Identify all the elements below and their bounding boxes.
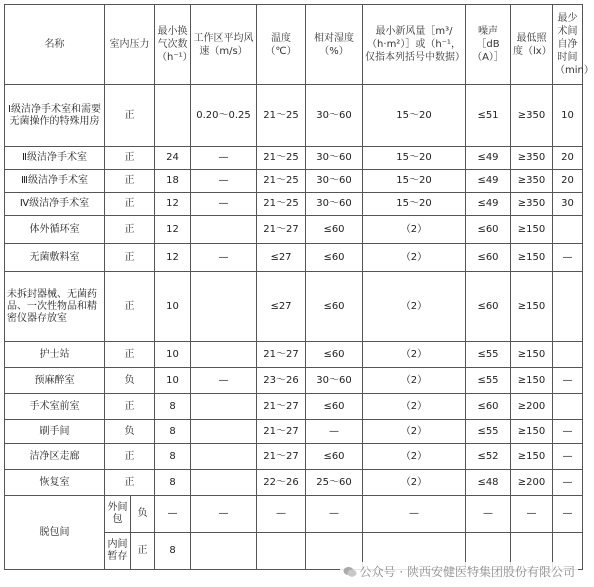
cell-illuminance: ≥150 (511, 244, 553, 272)
cell-self-clean: 30 (553, 193, 583, 216)
cell-pressure: 正 (105, 147, 155, 170)
cell-air-changes: 10 (155, 342, 191, 368)
cell-temperature: 23～26 (257, 368, 306, 394)
cell-temperature: 21～25 (257, 147, 306, 170)
cell-noise: ≤60 (466, 272, 511, 342)
table-row (5, 216, 583, 244)
row-name: Ⅱ级洁净手术室 (5, 147, 105, 170)
header-humidity: 相对湿度（%） (306, 5, 363, 85)
cell-air-changes: 10 (155, 368, 191, 394)
buffer-room-inner-label: 内间暂存 (105, 533, 131, 570)
cell-humidity: 30～60 (306, 193, 363, 216)
table-row (5, 85, 583, 147)
cell-illuminance: ≥350 (511, 170, 553, 193)
cell-air-speed: — (191, 170, 257, 193)
cell-fresh-air: — (363, 496, 466, 533)
cell-humidity: ≤60 (306, 272, 363, 342)
cell-noise: ≤60 (466, 244, 511, 272)
cell-fresh-air: （2） (363, 272, 466, 342)
cell-noise: ≤55 (466, 342, 511, 368)
cell-pressure: 正 (105, 394, 155, 420)
cell-illuminance: ≥350 (511, 147, 553, 170)
cell-fresh-air: （2） (363, 470, 466, 496)
cell-illuminance: — (511, 496, 553, 533)
cell-noise: ≤55 (466, 420, 511, 444)
table-row (5, 342, 583, 368)
cell-pressure: 正 (105, 216, 155, 244)
header-air-speed: 工作区平均风速（m/s） (191, 5, 257, 85)
table-row (5, 444, 583, 470)
cell-humidity: 30～60 (306, 170, 363, 193)
cell-self-clean: — (553, 470, 583, 496)
cell-air-speed: — (191, 244, 257, 272)
row-name: 未拆封器械、无菌药品、一次性物品和精密仪器存放室 (5, 272, 105, 342)
row-name: 手术室前室 (5, 394, 105, 420)
row-name: Ⅰ级洁净手术室和需要无菌操作的特殊用房 (5, 85, 105, 147)
row-name: 刷手间 (5, 420, 105, 444)
cell-air-changes: 8 (155, 420, 191, 444)
cell-air-speed: — (191, 368, 257, 394)
cell-pressure: 正 (105, 470, 155, 496)
cell-self-clean (553, 342, 583, 368)
cell-humidity: ≤60 (306, 444, 363, 470)
cell-air-changes: 12 (155, 216, 191, 244)
cell-air-changes: 8 (155, 444, 191, 470)
cell-illuminance: ≥350 (511, 193, 553, 216)
cell-air-speed (191, 470, 257, 496)
cell-temperature: 21～27 (257, 394, 306, 420)
cell-fresh-air: （2） (363, 394, 466, 420)
cell-self-clean: 10 (553, 85, 583, 147)
header-pressure: 室内压力 (105, 5, 155, 85)
cell-pressure: 正 (131, 533, 155, 570)
cell-self-clean (553, 216, 583, 244)
cell-humidity: 30～60 (306, 147, 363, 170)
cell-air-speed (191, 420, 257, 444)
cell-illuminance: ≥150 (511, 272, 553, 342)
cell-air-changes: 12 (155, 193, 191, 216)
cell-illuminance: ≥150 (511, 342, 553, 368)
cell-air-changes: 18 (155, 170, 191, 193)
cell-temperature: 21～27 (257, 342, 306, 368)
cell-air-speed (191, 216, 257, 244)
header-noise: 噪声［dB（A）］ (466, 5, 511, 85)
cell-fresh-air: 15～20 (363, 193, 466, 216)
row-name: Ⅲ级洁净手术室 (5, 170, 105, 193)
cell-pressure: 正 (105, 85, 155, 147)
cell-pressure: 正 (105, 170, 155, 193)
cell-humidity: ≤60 (306, 394, 363, 420)
cell-air-changes: 8 (155, 533, 191, 570)
cell-pressure: 正 (105, 193, 155, 216)
cell-fresh-air: （2） (363, 244, 466, 272)
cell-fresh-air: 15～20 (363, 85, 466, 147)
cell-pressure: 负 (105, 420, 155, 444)
cell-temperature: 22～26 (257, 470, 306, 496)
cell-noise: ≤55 (466, 368, 511, 394)
cell-noise: ≤52 (466, 444, 511, 470)
specification-table (4, 4, 594, 570)
cell-air-speed (191, 533, 257, 570)
cell-noise: ≤48 (466, 470, 511, 496)
cell-fresh-air: （2） (363, 216, 466, 244)
row-name: Ⅳ级洁净手术室 (5, 193, 105, 216)
cell-fresh-air: 15～20 (363, 170, 466, 193)
cell-temperature: ≤27 (257, 244, 306, 272)
cell-noise: ≤49 (466, 147, 511, 170)
row-name: 护士站 (5, 342, 105, 368)
row-name: 恢复室 (5, 470, 105, 496)
table-row (5, 368, 583, 394)
row-name: 体外循环室 (5, 216, 105, 244)
cell-self-clean: — (553, 496, 583, 533)
cell-air-changes: 24 (155, 147, 191, 170)
cell-air-speed (191, 444, 257, 470)
watermark-text: 公众号 · 陕西安健医特集团股份有限公司 (359, 565, 575, 579)
cell-air-changes (155, 85, 191, 147)
header-self-clean: 最少术间自净时间（min） (553, 5, 583, 85)
row-name: 无菌敷料室 (5, 244, 105, 272)
cell-air-speed: — (191, 496, 257, 533)
cell-temperature: 21～27 (257, 444, 306, 470)
cell-humidity: — (306, 420, 363, 444)
cell-humidity: 30～60 (306, 368, 363, 394)
cell-fresh-air: （2） (363, 368, 466, 394)
cell-illuminance: ≥150 (511, 420, 553, 444)
cell-air-changes: 12 (155, 244, 191, 272)
table-row (5, 147, 583, 170)
cell-illuminance: ≥150 (511, 216, 553, 244)
cell-self-clean (553, 272, 583, 342)
cell-air-speed: — (191, 193, 257, 216)
cell-temperature: — (257, 496, 306, 533)
cell-illuminance: ≥150 (511, 444, 553, 470)
table-row (5, 244, 583, 272)
cell-self-clean: — (553, 420, 583, 444)
cell-fresh-air: （2） (363, 342, 466, 368)
row-name: 洁净区走廊 (5, 444, 105, 470)
buffer-room-name: 脱包间 (5, 496, 105, 570)
cell-air-changes: 8 (155, 394, 191, 420)
header-fresh-air: 最小新风量［m³/（h·m²）］或（h⁻¹，仅指本列括号中数据） (363, 5, 466, 85)
table-header-row (5, 5, 583, 85)
cell-air-speed (191, 272, 257, 342)
cell-pressure: 负 (131, 496, 155, 533)
cell-temperature: 21～27 (257, 216, 306, 244)
table-row (5, 170, 583, 193)
cell-humidity: — (306, 496, 363, 533)
table-row (5, 193, 583, 216)
cell-humidity: ≤60 (306, 342, 363, 368)
header-air-changes: 最小换气次数（h⁻¹） (155, 5, 191, 85)
cell-self-clean: — (553, 244, 583, 272)
cell-temperature: 21～25 (257, 85, 306, 147)
table-row (5, 470, 583, 496)
header-illuminance: 最低照度（lx） (511, 5, 553, 85)
cell-air-speed (191, 342, 257, 368)
wechat-icon (343, 566, 357, 578)
cell-air-changes: 8 (155, 470, 191, 496)
cell-air-changes: — (155, 496, 191, 533)
cell-air-speed (191, 394, 257, 420)
cell-noise: ≤51 (466, 85, 511, 147)
cell-humidity: 30～60 (306, 85, 363, 147)
cell-self-clean: — (553, 368, 583, 394)
cell-humidity: ≤60 (306, 244, 363, 272)
cell-self-clean: 20 (553, 170, 583, 193)
cell-temperature: 21～27 (257, 420, 306, 444)
cell-illuminance: ≥150 (511, 368, 553, 394)
cell-temperature: 21～25 (257, 170, 306, 193)
cell-self-clean: 20 (553, 147, 583, 170)
cell-fresh-air: （2） (363, 420, 466, 444)
header-temperature: 温度（℃） (257, 5, 306, 85)
cell-illuminance: ≥350 (511, 85, 553, 147)
cell-pressure: 正 (105, 342, 155, 368)
row-name: 预麻醉室 (5, 368, 105, 394)
table-row (5, 272, 583, 342)
cell-noise: — (466, 496, 511, 533)
cell-pressure: 正 (105, 444, 155, 470)
cell-pressure: 正 (105, 272, 155, 342)
cell-temperature: 21～25 (257, 193, 306, 216)
cell-illuminance: ≥200 (511, 394, 553, 420)
cell-humidity: ≤60 (306, 216, 363, 244)
cell-illuminance: ≥200 (511, 470, 553, 496)
cell-fresh-air: 15～20 (363, 147, 466, 170)
cell-temperature (257, 533, 306, 570)
cell-noise: ≤49 (466, 170, 511, 193)
cell-noise: ≤60 (466, 216, 511, 244)
table-row (5, 394, 583, 420)
cell-noise: ≤49 (466, 193, 511, 216)
buffer-room-outer-row (5, 496, 583, 533)
cell-pressure: 负 (105, 368, 155, 394)
cell-air-changes: 10 (155, 272, 191, 342)
cell-pressure: 正 (105, 244, 155, 272)
cell-humidity: 25～60 (306, 470, 363, 496)
cell-self-clean (553, 394, 583, 420)
watermark (340, 562, 578, 581)
header-name: 名称 (5, 5, 105, 85)
cell-air-speed: — (191, 147, 257, 170)
cell-noise: ≤60 (466, 394, 511, 420)
cell-temperature: ≤27 (257, 272, 306, 342)
cell-fresh-air: （2） (363, 444, 466, 470)
table-row (5, 420, 583, 444)
cell-air-speed: 0.20～0.25 (191, 85, 257, 147)
buffer-room-outer-label: 外间包 (105, 496, 131, 533)
cell-self-clean: — (553, 444, 583, 470)
